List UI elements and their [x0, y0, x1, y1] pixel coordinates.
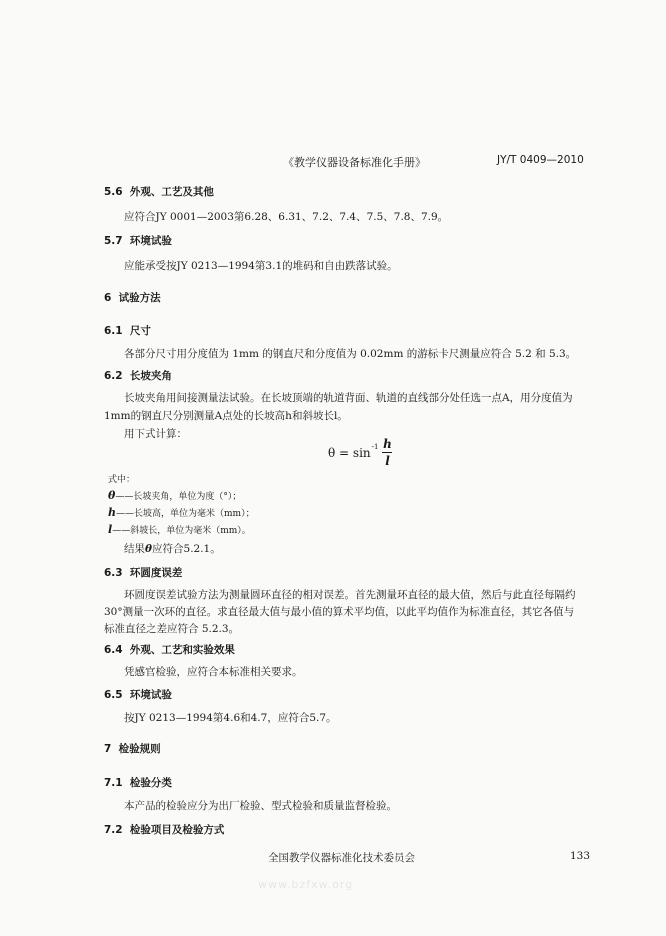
section-6-3-line3: 标准直径之差应符合 5.2.3。: [104, 623, 240, 635]
section-number: 7.1: [104, 777, 123, 789]
section-6-5-text: 按JY 0213—1994第4.6和4.7，应符合5.7。: [124, 712, 337, 724]
section-number: 6.5: [104, 689, 123, 701]
formula-denominator: l: [385, 454, 390, 468]
variable-def-theta: [108, 489, 241, 502]
section-title: 检验项目及检验方式: [129, 824, 225, 836]
section-6-3-line2: 30°测量一次环的直径。求直径最大值与最小值的算术平均值，以此平均值作为标准直径，其它各值与: [104, 606, 575, 618]
section-number: 6.2: [104, 370, 123, 382]
section-title: 外观、工艺及其他: [129, 186, 214, 198]
result-line: [124, 541, 221, 556]
formula-numerator: h: [383, 437, 392, 451]
section-5-7-text: 应能承受按JY 0213—1994第3.1的堆码和自由跌落试验。: [124, 260, 398, 272]
section-number: 6.3: [104, 567, 123, 579]
chapter-title: 检验规则: [118, 743, 161, 755]
section-6-4-heading: [104, 642, 235, 657]
angle-formula: [328, 437, 392, 468]
section-6-3-line1: 环圆度误差试验方法为测量圆环直径的相对误差。首先测量环直径的最大值，然后与此直径每隔约: [124, 589, 576, 601]
section-6-2-line1: 长坡夹角用间接测量法试验。在长坡顶端的轨道背面、轨道的直线部分处任选一点A，用分度值为: [124, 392, 573, 404]
result-symbol: θ: [145, 543, 153, 555]
chapter-number: 6: [104, 292, 112, 304]
section-number: 5.7: [104, 235, 123, 247]
section-7-2-heading: [104, 822, 224, 837]
section-6-1-heading: [104, 323, 151, 338]
variable-description: ——长坡高，单位为毫米（mm）；: [116, 509, 255, 519]
fraction-bar: [382, 452, 392, 453]
section-title: 长坡夹角: [129, 370, 172, 382]
formula-exponent: -1: [371, 442, 379, 451]
section-title: 环圆度误差: [129, 567, 183, 579]
section-title: 环境试验: [129, 235, 172, 247]
calc-intro: 用下式计算：: [124, 428, 187, 440]
section-6-2-line2: 1mm的钢直尺分别测量A点处的长坡高h和斜坡长l。: [104, 410, 348, 422]
formula-lhs: θ = sin: [328, 445, 371, 460]
formula-fraction: [382, 437, 392, 468]
section-5-6-heading: [104, 184, 214, 199]
section-number: 7.2: [104, 824, 123, 836]
variable-symbol: θ: [108, 489, 116, 502]
standard-code: JY/T 0409—2010: [497, 154, 584, 166]
variable-symbol: l: [108, 523, 113, 536]
section-number: 6.4: [104, 644, 123, 656]
section-title: 尺寸: [129, 325, 151, 337]
section-6-4-text: 凭感官检验，应符合本标准相关要求。: [124, 666, 303, 678]
section-5-6-text: 应符合JY 0001—2003第6.28、6.31、7.2、7.4、7.5、7.8、7.9。: [124, 211, 449, 223]
section-6-2-heading: [104, 368, 172, 383]
where-label: 式中：: [108, 475, 136, 485]
section-number: 5.6: [104, 186, 123, 198]
watermark: www.bzfxw.org: [258, 878, 354, 891]
variable-def-l: [108, 523, 251, 536]
section-7-1-heading: [104, 775, 172, 790]
section-title: 环境试验: [129, 689, 172, 701]
section-title: 外观、工艺和实验效果: [129, 644, 235, 656]
chapter-7-heading: [104, 741, 161, 756]
variable-symbol: h: [108, 506, 116, 519]
section-6-3-heading: [104, 565, 182, 580]
section-7-1-text: 本产品的检验应分为出厂检验、型式检验和质量监督检验。: [124, 800, 397, 812]
variable-description: ——长坡夹角，单位为度（°）；: [115, 492, 242, 502]
chapter-number: 7: [104, 743, 112, 755]
chapter-title: 试验方法: [118, 292, 161, 304]
result-prefix: 结果: [124, 543, 145, 555]
variable-description: ——斜坡长，单位为毫米（mm）。: [112, 526, 251, 536]
page-number: 133: [570, 850, 591, 862]
section-5-7-heading: [104, 233, 172, 248]
chapter-6-heading: [104, 290, 161, 305]
footer-committee: 全国教学仪器标准化技术委员会: [268, 852, 415, 864]
section-6-5-heading: [104, 687, 172, 702]
result-suffix: 应符合5.2.1。: [152, 543, 221, 555]
book-title: 《教学仪器设备标准化手册》: [283, 156, 426, 169]
section-title: 检验分类: [129, 777, 172, 789]
section-number: 6.1: [104, 325, 123, 337]
variable-def-h: [108, 506, 255, 519]
section-6-1-text: 各部分尺寸用分度值为 1mm 的钢直尺和分度值为 0.02mm 的游标卡尺测量应符合 5.2 和 5.3。: [124, 348, 577, 360]
